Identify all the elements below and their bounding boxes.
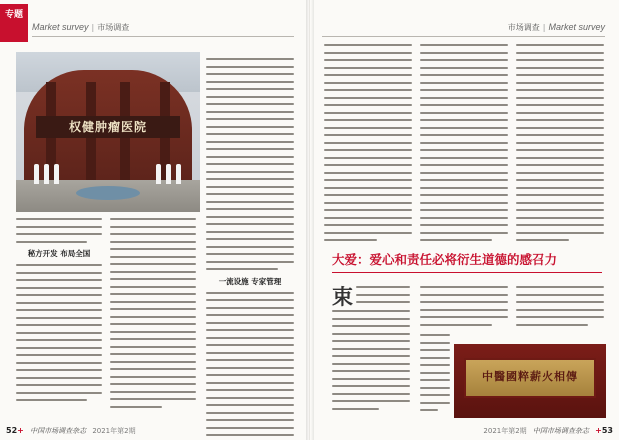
issue-label: 2021年第2期	[92, 427, 136, 435]
plaque-text: 中醫國粹薪火相傳	[482, 370, 578, 383]
section-title-cn: 市场调查	[97, 23, 130, 32]
right-lower-column-1	[356, 286, 410, 309]
left-text-column-2	[110, 218, 196, 413]
hospital-building-photo	[16, 52, 200, 212]
header-divider	[32, 36, 294, 37]
section-title-en: Market survey	[32, 22, 89, 32]
left-text-column-3	[206, 58, 294, 440]
magazine-name: 中国市场调查杂志	[532, 427, 589, 435]
page-number: 52+	[6, 426, 24, 435]
section-title-en: Market survey	[548, 22, 605, 32]
right-lower-column-3	[516, 286, 604, 331]
section-title-cn: 市场调查	[507, 23, 540, 32]
subheading: 一流设施 专家管理	[218, 276, 282, 286]
left-text-column-1	[16, 218, 102, 407]
issue-label: 2021年第2期	[483, 427, 527, 435]
headline-divider	[332, 272, 602, 273]
right-lower-column-2	[420, 286, 508, 331]
header-divider	[322, 36, 605, 37]
page-number: +53	[595, 426, 613, 435]
corner-tag-label: 专题	[4, 10, 23, 20]
drop-cap: 束	[332, 284, 353, 309]
right-lower-column-2b	[420, 334, 450, 417]
left-page-header: Market survey | 市场调查	[32, 22, 130, 32]
article-headline: 大爱：爱心和责任必将衍生道德的感召力	[332, 252, 558, 267]
magazine-name: 中国市场调查杂志	[30, 427, 87, 435]
right-page-header: 市场调查 | Market survey	[507, 22, 605, 32]
right-page	[310, 0, 619, 440]
right-text-column-1	[324, 44, 412, 247]
golden-plaque-photo	[454, 344, 606, 418]
section-corner-tag	[0, 4, 28, 42]
page-gutter	[306, 0, 314, 440]
right-page-footer	[483, 426, 613, 436]
right-text-column-3	[516, 44, 604, 247]
left-page-footer	[6, 426, 136, 436]
right-text-column-2	[420, 44, 508, 247]
right-lower-column-1b	[332, 310, 410, 415]
subheading: 秘方开发 布局全国	[27, 249, 91, 258]
left-page	[0, 0, 309, 440]
hospital-sign-text: 权健肿瘤医院	[68, 120, 147, 134]
